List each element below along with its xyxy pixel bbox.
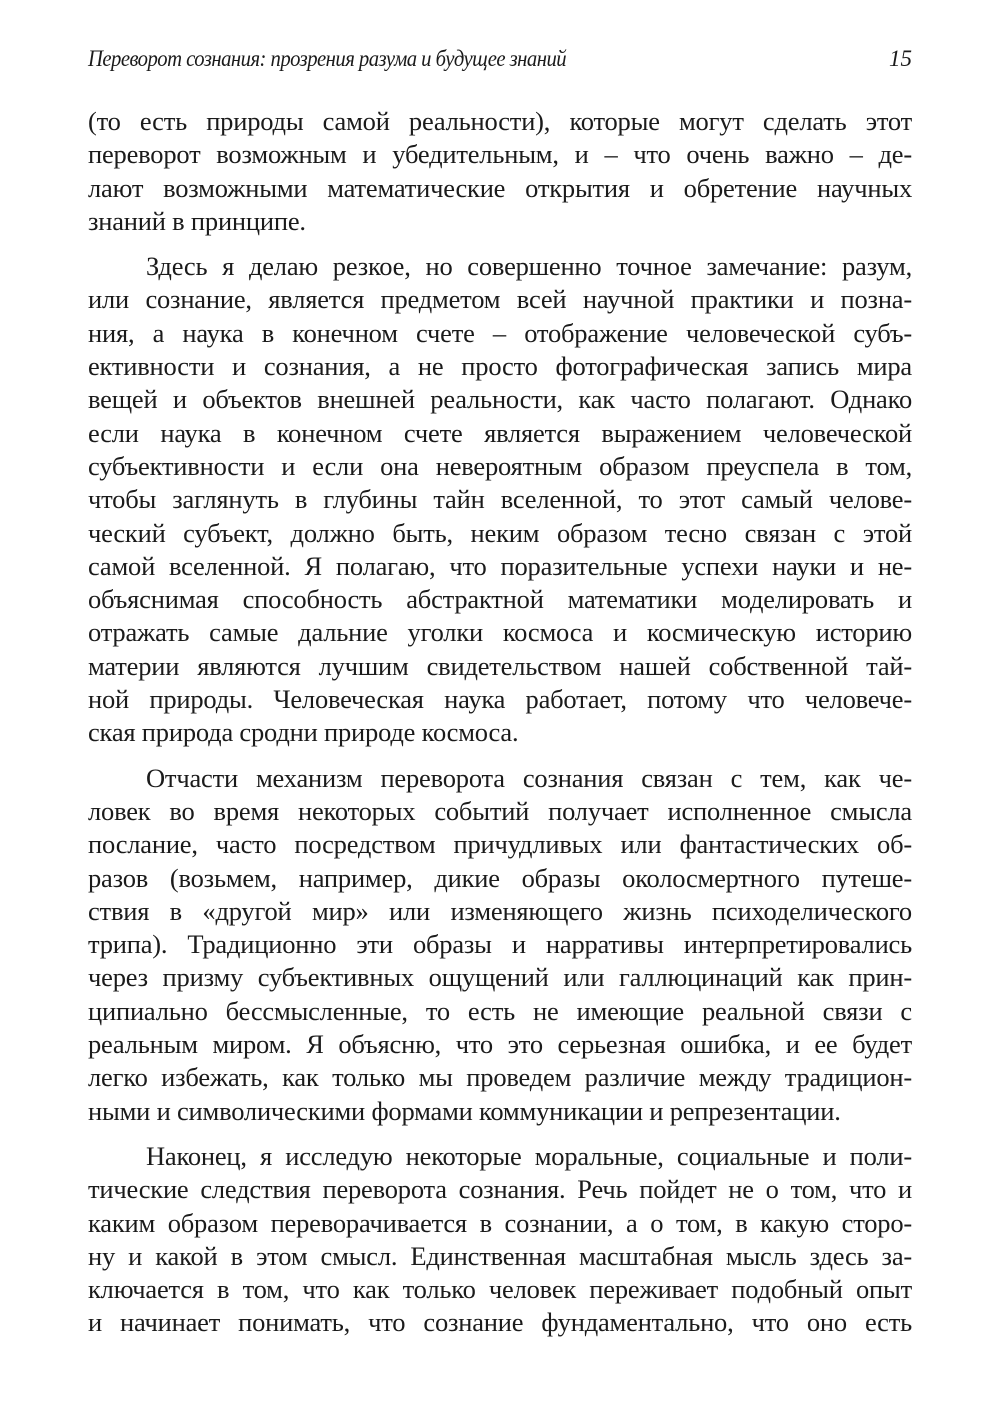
text-line: и начинает понимать, что сознание фундаментально, что оно есть — [88, 1307, 912, 1338]
text-line: послание, часто посредством причудливых или фантастических об- — [88, 829, 912, 860]
text-line: ская природа сродни природе космоса. — [88, 717, 519, 748]
paragraph — [88, 250, 912, 749]
text-line: ния, а наука в конечном счете – отображение человеческой субъ- — [88, 317, 912, 348]
text-line: ствия в «другой мир» или изменяющего жизнь психоделического — [88, 895, 912, 926]
text-line: Здесь я делаю резкое, но совершенно точное замечание: разум, — [146, 251, 912, 282]
text-line: ловек во время некоторых событий получает исполненное смысла — [88, 795, 912, 826]
text-line: ными и символическими формами коммуникации и репрезентации. — [88, 1095, 841, 1126]
text-line: лают возможными математические открытия и обретение научных — [88, 172, 912, 203]
text-line: легко избежать, как только мы проведем различие между традицион- — [88, 1062, 912, 1093]
text-line: реальным миром. Я объясню, что это серьезная ошибка, и ее будет — [88, 1029, 912, 1060]
page-body — [88, 105, 912, 1352]
text-line: ективности и сознания, а не просто фотографическая запись мира — [88, 351, 912, 382]
text-line: объяснимая способность абстрактной математики моделировать и — [88, 584, 912, 615]
paragraph — [88, 762, 912, 1128]
text-line: каким образом переворачивается в сознании, а о том, в какую сторо- — [88, 1207, 912, 1238]
text-line: самой вселенной. Я полагаю, что поразительные успехи науки и не- — [88, 550, 912, 581]
running-title: Переворот сознания: прозрения разума и будущее знаний — [88, 46, 567, 71]
text-line: тические следствия переворота сознания. Речь пойдет не о том, что и — [88, 1174, 912, 1205]
page-number: 15 — [889, 46, 912, 71]
text-line: материи являются лучшим свидетельством нашей собственной тай- — [88, 650, 912, 681]
text-line: или сознание, является предметом всей научной практики и позна- — [88, 284, 912, 315]
text-line: Наконец, я исследую некоторые моральные, социальные и поли- — [146, 1140, 912, 1171]
text-line: через призму субъективных ощущений или галлюцинаций как прин- — [88, 962, 912, 993]
paragraph — [88, 105, 912, 238]
text-line: знаний в принципе. — [88, 205, 306, 236]
text-line: ну и какой в этом смысл. Единственная масштабная мысль здесь за- — [88, 1240, 912, 1271]
text-line: трипа). Традиционно эти образы и нарративы интерпретировались — [88, 929, 912, 960]
paragraph — [88, 1140, 912, 1340]
text-line: если наука в конечном счете является выражением человеческой — [88, 417, 912, 448]
text-line: (то есть природы самой реальности), которые могут сделать этот — [88, 106, 912, 136]
text-line: ключается в том, что как только человек переживает подобный опыт — [88, 1274, 912, 1305]
text-line: отражать самые дальние уголки космоса и космическую историю — [88, 617, 912, 648]
text-line: ной природы. Человеческая наука работает, потому что человече- — [88, 684, 912, 715]
text-line: Отчасти механизм переворота сознания связан с тем, как че- — [146, 762, 912, 793]
text-line: ципиально бессмысленные, то есть не имеющие реальной связи с — [88, 995, 912, 1026]
text-line: чтобы заглянуть в глубины тайн вселенной, то этот самый челове- — [88, 484, 912, 515]
text-line: субъективности и если она невероятным образом преуспела в том, — [88, 450, 912, 481]
text-line: вещей и объектов внешней реальности, как часто полагают. Однако — [88, 384, 912, 415]
text-line: переворот возможным и убедительным, и – что очень важно – де- — [88, 139, 912, 170]
text-line: разов (возьмем, например, дикие образы околосмертного путеше- — [88, 862, 912, 893]
text-line: ческий субъект, должно быть, неким образом тесно связан с этой — [88, 517, 912, 548]
running-header — [88, 46, 912, 76]
